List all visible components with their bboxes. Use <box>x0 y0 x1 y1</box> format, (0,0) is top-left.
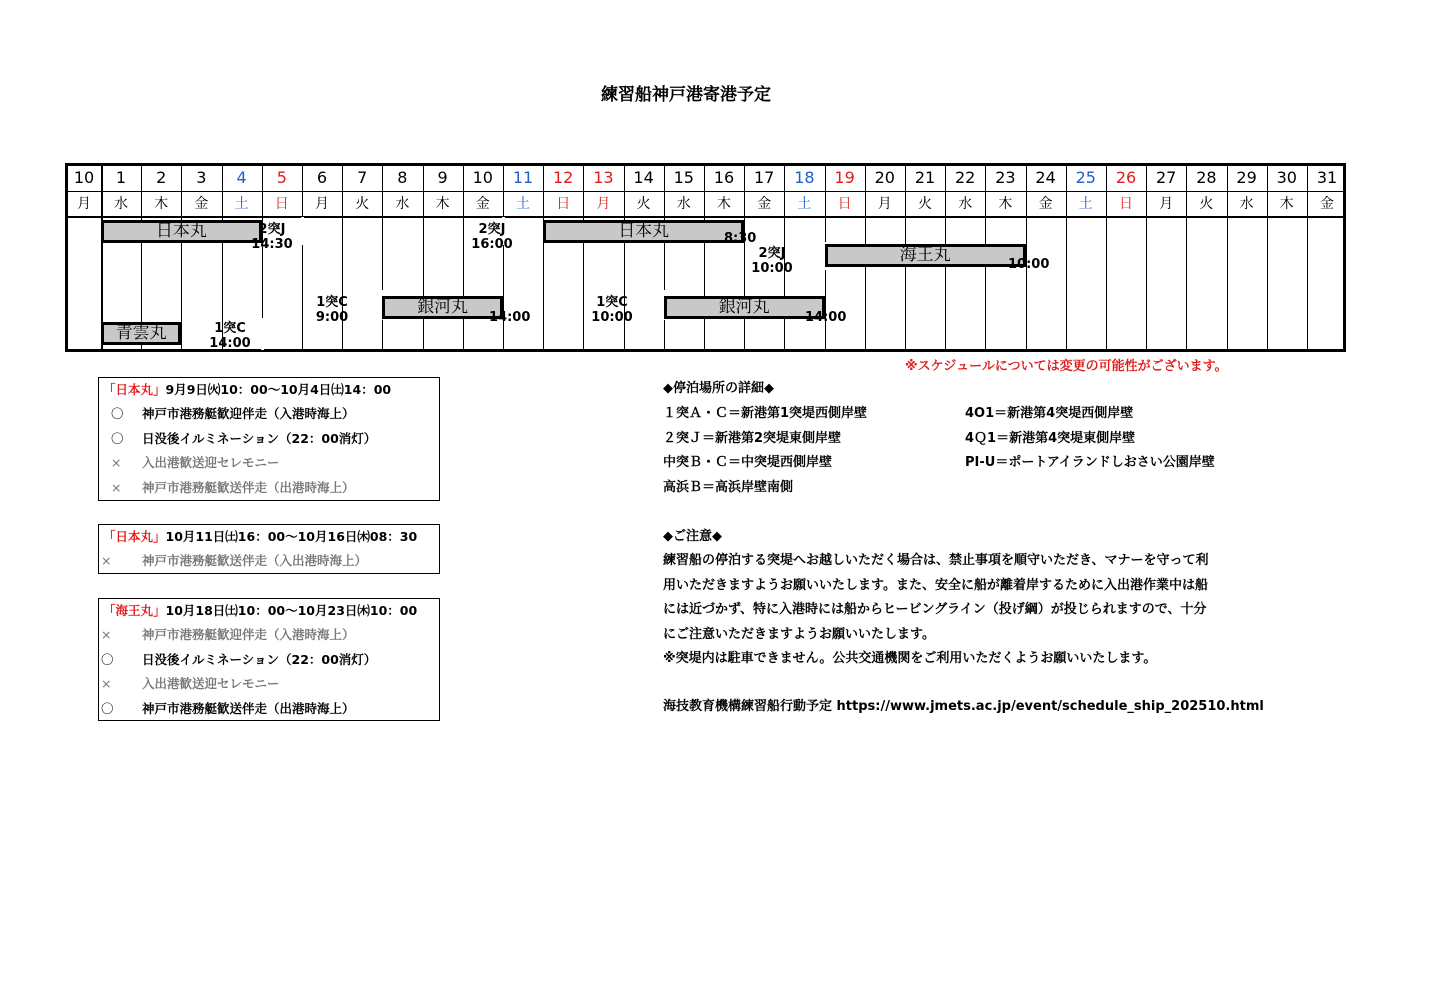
day-number: 6 <box>316 168 328 187</box>
weekday: 日 <box>556 196 571 212</box>
event-item: × 入出港歓送迎セレモニー <box>99 672 439 697</box>
day-number: 8 <box>397 168 408 187</box>
month-unit: 月 <box>77 196 91 212</box>
day-number: 1 <box>115 168 127 187</box>
arrival-label: 1突C 9:00 <box>315 295 349 325</box>
day-number: 30 <box>1276 168 1297 187</box>
day-number: 10 <box>472 168 493 187</box>
departure-label: 1突C 14:00 <box>209 321 251 351</box>
berth-heading: ◆停泊場所の詳細◆ <box>663 381 774 396</box>
circle-mark-icon: 〇 <box>111 430 124 446</box>
weekday: 火 <box>355 196 370 212</box>
label-backdrop <box>301 217 304 245</box>
cross-mark-icon: × <box>111 455 122 470</box>
caution-line: には近づかず、特に入港時には船からヒービングライン（投げ綱）が投じられますので、十分 <box>663 602 1207 617</box>
label-backdrop <box>261 318 264 350</box>
weekday: 金 <box>1320 196 1334 212</box>
event-box-nipponmaru-1 <box>98 377 440 501</box>
day-number: 16 <box>713 168 735 187</box>
weekday: 火 <box>918 196 932 212</box>
ship-stay-bar: 日本丸 <box>101 220 262 243</box>
page-title: 練習船神戸港寄港予定 <box>601 85 771 105</box>
cross-mark-icon: × <box>101 676 112 691</box>
departure-label: 14:00 <box>489 310 531 325</box>
weekday: 水 <box>114 196 128 212</box>
berth-item: ２突Ｊ＝新港第2突堤東側岸壁 <box>663 431 842 446</box>
weekday: 月 <box>596 196 611 212</box>
cross-mark-icon: × <box>101 627 112 642</box>
event-box-kaiomaru <box>98 598 440 721</box>
schedule-change-notice: ※スケジュールについては変更の可能性がございます。 <box>905 359 1228 374</box>
weekday: 土 <box>1078 196 1093 212</box>
departure-label: 14:00 <box>805 310 847 325</box>
ship-stay-bar: 青雲丸 <box>101 322 181 345</box>
weekday: 金 <box>1038 196 1053 212</box>
berth-item: PI-U＝ポートアイランドしおさい公園岸壁 <box>965 455 1215 470</box>
weekday: 水 <box>676 196 691 212</box>
day-number: 17 <box>754 168 775 187</box>
event-item: × 神戸市港務艇歓迎伴走（入港時海上） <box>99 623 439 648</box>
caution-heading: ◆ご注意◆ <box>663 529 722 544</box>
weekday: 土 <box>797 196 812 212</box>
weekday: 火 <box>1199 196 1214 212</box>
event-header: 「海王丸」10月18日㈯10：00～10月23日㈭10：00 <box>103 603 418 618</box>
weekday: 木 <box>1279 196 1294 212</box>
day-number: 11 <box>512 168 534 187</box>
weekday: 水 <box>1239 196 1254 212</box>
event-item: 〇 日没後イルミネーション（22：00消灯） <box>99 648 439 673</box>
berth-item: 4O1＝新港第4突堤西側岸壁 <box>965 406 1134 421</box>
weekday: 木 <box>717 196 731 212</box>
day-number: 20 <box>874 168 895 187</box>
weekday: 水 <box>958 196 973 212</box>
weekday: 日 <box>837 196 852 212</box>
caution-line: ※突堤内は駐車できません。公共交通機関をご利用いただくようお願いいたします。 <box>663 651 1157 666</box>
berth-item: １突Ａ・Ｃ＝新港第1突堤西側岸壁 <box>663 406 868 421</box>
weekday: 金 <box>194 196 209 212</box>
schedule-link[interactable]: 海技教育機構練習船行動予定 https://www.jmets.ac.jp/event/schedule_ship_202510.html <box>663 699 1264 714</box>
departure-label: 10:00 <box>1008 257 1050 272</box>
day-number: 24 <box>1035 168 1056 187</box>
ship-stay-bar: 海王丸 <box>825 244 1026 267</box>
day-number: 27 <box>1156 168 1177 187</box>
arrival-label: 2突J 10:00 <box>751 246 793 276</box>
weekday: 土 <box>234 196 249 212</box>
ship-stay-bar: 日本丸 <box>543 220 744 243</box>
weekday: 火 <box>636 196 651 212</box>
weekday: 月 <box>1159 196 1174 212</box>
weekday: 木 <box>154 196 169 212</box>
day-number: 19 <box>834 168 855 187</box>
weekday: 金 <box>757 196 772 212</box>
day-number: 31 <box>1316 168 1338 187</box>
day-number: 21 <box>914 168 936 187</box>
day-number: 28 <box>1196 168 1217 187</box>
caution-line: 練習船の停泊する突堤へお越しいただく場合は、禁止事項を順守いただき、マナーを守って利 <box>663 553 1209 568</box>
berth-item: 高浜Ｂ＝高浜岸壁南側 <box>663 480 794 495</box>
grid-rule <box>68 216 1343 218</box>
cross-mark-icon: × <box>101 553 112 568</box>
day-number: 29 <box>1236 168 1257 187</box>
event-item: 〇 神戸市港務艇歓迎伴走（入港時海上） <box>99 402 439 427</box>
event-item: × 神戸市港務艇歓送伴走（入出港時海上） <box>99 549 439 574</box>
ship-stay-bar: 銀河丸 <box>664 296 825 319</box>
weekday: 木 <box>435 196 450 212</box>
event-item: × 入出港歓送迎セレモニー <box>99 451 439 476</box>
day-number: 9 <box>437 168 448 187</box>
day-number: 23 <box>995 168 1016 187</box>
event-item: × 神戸市港務艇歓送伴走（出港時海上） <box>99 476 439 501</box>
event-item: 〇 神戸市港務艇歓送伴走（出港時海上） <box>99 697 439 722</box>
day-number: 14 <box>633 168 654 187</box>
berth-item: 4Ｑ1＝新港第4突堤東側岸壁 <box>965 431 1136 446</box>
event-item: 〇 日没後イルミネーション（22：00消灯） <box>99 427 439 452</box>
day-number: 15 <box>673 168 694 187</box>
weekday: 水 <box>395 196 410 212</box>
weekday: 日 <box>1119 196 1133 212</box>
circle-mark-icon: 〇 <box>101 700 114 716</box>
caution-line: 用いただきますようお願いいたします。また、安全に船が離着岸するために入出港作業中は船 <box>663 578 1208 593</box>
weekday: 月 <box>315 196 329 212</box>
day-number: 18 <box>794 168 815 187</box>
caution-line: にご注意いただきますようお願いいたします。 <box>663 627 935 642</box>
berth-item: 中突Ｂ・Ｃ＝中突堤西側岸壁 <box>663 455 833 470</box>
cross-mark-icon: × <box>111 479 122 495</box>
event-header: 「日本丸」10月11日㈯16：00～10月16日㈭08：30 <box>103 529 418 544</box>
event-box-nipponmaru-2 <box>98 524 440 574</box>
day-number: 5 <box>276 168 287 187</box>
day-number: 7 <box>357 168 368 187</box>
weekday: 月 <box>877 196 892 212</box>
arrival-label: 2突J 16:00 <box>471 222 513 252</box>
departure-label: 8:30 <box>724 231 757 246</box>
day-number: 12 <box>553 168 574 187</box>
arrival-label: 1突C 10:00 <box>591 295 633 325</box>
day-number: 25 <box>1075 168 1096 187</box>
weekday: 木 <box>998 196 1013 212</box>
weekday: 金 <box>475 196 490 212</box>
weekday: 日 <box>274 196 289 212</box>
schedule-calendar <box>65 163 1346 352</box>
ship-stay-bar: 銀河丸 <box>382 296 503 319</box>
day-number: 4 <box>236 168 247 187</box>
weekday: 土 <box>516 196 530 212</box>
arrival-label: 2突J 14:30 <box>251 222 293 252</box>
circle-mark-icon: 〇 <box>101 651 114 667</box>
event-header: 「日本丸」9月9日㈫10：00～10月4日㈯14：00 <box>103 382 392 397</box>
day-number: 13 <box>593 168 614 187</box>
day-number: 22 <box>955 168 976 187</box>
day-number: 3 <box>196 168 207 187</box>
circle-mark-icon: 〇 <box>111 406 124 421</box>
day-number: 26 <box>1115 168 1137 187</box>
month-number: 10 <box>73 168 95 187</box>
day-number: 2 <box>156 168 167 187</box>
